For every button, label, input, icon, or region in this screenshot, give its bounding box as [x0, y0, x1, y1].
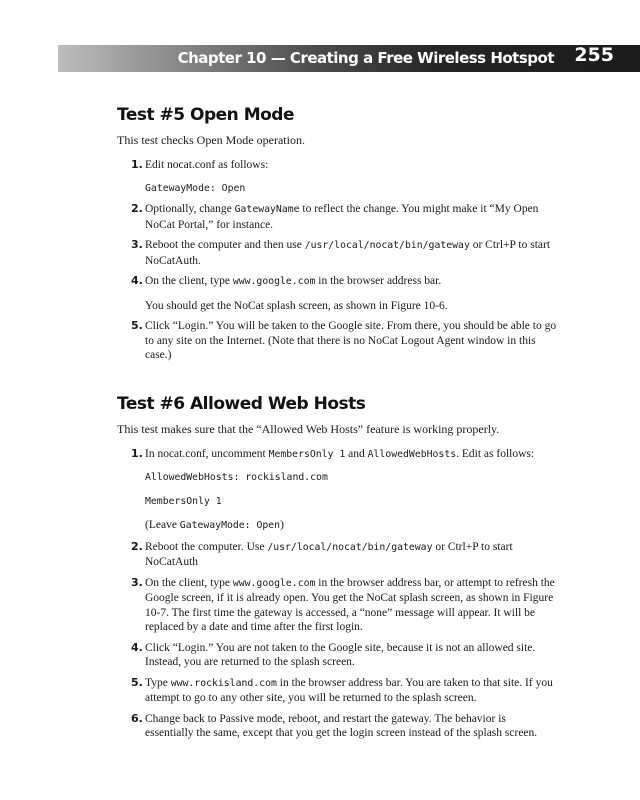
step-number: 5. — [131, 675, 143, 689]
step-number: 4. — [131, 640, 143, 654]
step-text: Click “Login.” You will be taken to the Google site. From there, you should be able to go to any site on the Internet. (Note that there is no NoCat Logout Agent window in this case.) — [145, 320, 557, 361]
code-line: GatewayMode: Open — [145, 182, 246, 194]
list-item — [117, 540, 557, 570]
step-text: Type — [145, 676, 171, 689]
inline-code: /usr/local/nocat/bin/gateway — [267, 541, 433, 553]
chapter-title: Chapter 10 — Creating a Free Wireless Hotspot — [177, 49, 554, 67]
step-text: Click “Login.” You are not taken to the Google site, because it is not an allowed site. Instead, you are returned to the splash screen. — [145, 641, 536, 668]
step-number: 2. — [131, 202, 143, 215]
step-text: On the client, type — [145, 275, 233, 287]
list-item — [117, 319, 557, 363]
step-text: in the browser address bar, or attempt to refresh the Google screen, if it is already open. You get the NoCat splash screen, as shown in Figure 10-7. The first time the gateway is accessed, a “none” message will appear. It will be replaced by a date and time after the first login. — [145, 576, 555, 633]
list-item — [117, 676, 557, 706]
step-number: 3. — [131, 238, 143, 251]
inline-code: AllowedWebHosts — [367, 448, 457, 460]
section-intro-test5: This test checks Open Mode operation. — [117, 133, 305, 147]
inline-code: /usr/local/nocat/bin/gateway — [304, 240, 470, 251]
inline-code: www.google.com — [232, 276, 316, 287]
code-line: AllowedWebHosts: rockisland.com — [145, 472, 328, 483]
inline-code: GatewayMode: Open — [179, 520, 281, 531]
page-body — [117, 104, 557, 747]
step-text: or Ctrl+P to start NoCatAuth — [145, 540, 513, 568]
step-number: 1. — [131, 158, 143, 171]
list-item — [117, 202, 557, 232]
step-text: or Ctrl+P to start NoCatAuth. — [145, 239, 551, 267]
steps-list-test6 — [117, 447, 557, 741]
step-number: 1. — [131, 446, 143, 460]
step-number: 3. — [131, 575, 143, 589]
list-item — [117, 576, 557, 635]
step-text: and — [345, 447, 368, 460]
step-number: 5. — [131, 319, 143, 332]
step-text: ) — [280, 519, 284, 531]
section-heading-test5: Test #5 Open Mode — [117, 105, 294, 125]
step-number: 6. — [131, 711, 143, 725]
step-text: in the browser address bar. — [315, 275, 442, 287]
step-text: Reboot the computer. Use — [145, 540, 268, 553]
step-text: . Edit as follows: — [456, 447, 535, 460]
inline-code: MembersOnly 1 — [268, 448, 346, 460]
step-number: 4. — [131, 274, 143, 287]
list-item — [117, 641, 557, 670]
step-text: to reflect the change. You might make it “My Open NoCat Portal,” for instance. — [145, 203, 539, 231]
list-item — [117, 238, 557, 268]
section-intro-test6: This test makes sure that the “Allowed Web Hosts” feature is working properly. — [117, 421, 500, 436]
step-text: Reboot the computer and then use — [145, 239, 305, 251]
section-heading-test6: Test #6 Allowed Web Hosts — [117, 393, 366, 414]
step-text: Optionally, change — [145, 203, 235, 215]
code-line: MembersOnly 1 — [145, 495, 222, 507]
list-item — [117, 447, 557, 534]
step-text: in the browser address bar. You are taken to that site. If you attempt to go to any other site, you will be returned to the splash screen. — [145, 676, 553, 704]
list-item — [117, 712, 557, 741]
step-text: (Leave — [145, 519, 180, 531]
step-text: Change back to Passive mode, reboot, and restart the gateway. The behavior is essentially the same, except that you get the login screen instead of the splash screen. — [145, 712, 538, 739]
steps-list-test5 — [117, 158, 557, 363]
step-text: Edit nocat.conf as follows: — [145, 159, 269, 171]
inline-code: GatewayName — [234, 204, 300, 215]
step-subtext: You should get the NoCat splash screen, as shown in Figure 10-6. — [145, 299, 448, 312]
step-number: 2. — [131, 539, 143, 553]
step-text: On the client, type — [145, 576, 233, 589]
page-number: 255 — [574, 44, 614, 66]
inline-code: www.rockisland.com — [170, 677, 277, 689]
step-text: In nocat.conf, uncomment — [145, 447, 269, 460]
chapter-header-bar — [58, 45, 640, 72]
step-subtext — [145, 518, 557, 534]
list-item — [117, 274, 557, 313]
inline-code: www.google.com — [232, 577, 316, 589]
list-item — [117, 158, 557, 196]
